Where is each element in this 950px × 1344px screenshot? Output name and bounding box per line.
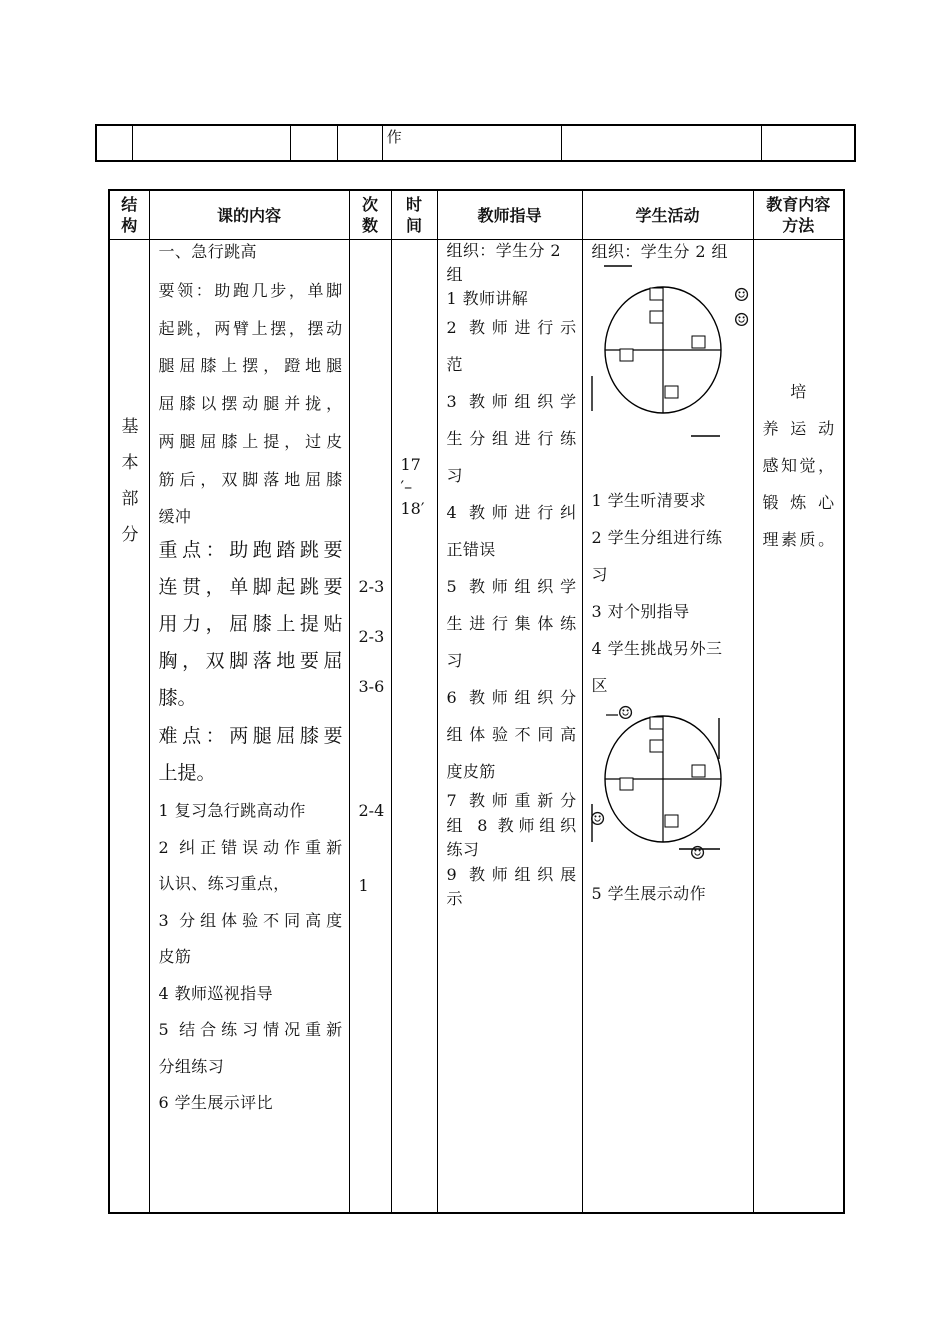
duration-value: 17 ′– 18′ [400, 455, 425, 518]
teacher-org: 组织：学生分 2 组 1 教师讲解 [446, 241, 561, 308]
student-activities: 1 学生听清要求 2 学生分组进行练 习 3 对个别指导 4 学生挑战另外三 区 [591, 491, 723, 695]
top-cell [761, 125, 855, 161]
top-cell-text: 作 [382, 125, 561, 161]
teacher-steps: 2 教师进行示 范 3 教师组织学 生分组进行练 习 4 教师进行纠 正错误 5 教师组织学 生进行集体练 习 6 教师组织分 组体验不同高 度皮筋 [446, 318, 577, 781]
top-cell [337, 125, 382, 161]
lesson-plan-table [108, 189, 845, 1214]
header-student: 学生活动 [582, 190, 753, 240]
header-method: 教育内容方法 [753, 190, 844, 240]
header-teacher: 教师指导 [437, 190, 582, 240]
smiley-icon: ☺ [589, 809, 606, 830]
times-value: 2-3 [358, 627, 385, 646]
top-cell [96, 125, 133, 161]
student-activity-5: 5 学生展示动作 [591, 884, 706, 903]
method-text: 培 养运动 感知觉， 锻炼心 理素质。 [762, 382, 835, 549]
top-cell [290, 125, 337, 161]
structure-label: 基 本 部 分 [121, 417, 139, 545]
method-cell [753, 240, 844, 1214]
field-diagram-2 [584, 696, 755, 876]
body-row [109, 240, 844, 1214]
times-value: 2-4 [358, 801, 385, 820]
content-title: 一、急行跳高 [158, 242, 257, 261]
practice-steps: 1 复习急行跳高动作 2 纠正错误动作重新 认识、练习重点， 3 分组体验不同高度 皮筋 4 教师巡视指导 5 结合练习情况重新 分组练习 6 学生展示评比 [158, 801, 343, 1112]
teacher-steps-end: 7 教师重新分 组 8 教师组织 练习 9 教师组织展 示 [446, 791, 577, 908]
top-cell [562, 125, 762, 161]
times-value: 3-6 [358, 677, 385, 696]
header-structure: 结构 [109, 190, 149, 240]
field-diagram-1 [584, 241, 755, 461]
smiley-icon: ☺ [617, 703, 634, 724]
times-value: 1 [358, 876, 369, 895]
structure-cell [109, 240, 149, 1214]
student-org: 组织：学生分 2 组 [591, 242, 728, 261]
duration-cell [391, 240, 437, 1214]
smiley-icon: ☺ [733, 310, 750, 331]
header-content: 课的内容 [149, 190, 349, 240]
times-value: 2-3 [358, 577, 385, 596]
difficulty-points: 难点：两腿屈膝要 上提。 [158, 725, 343, 784]
header-row [109, 190, 844, 240]
times-cell [349, 240, 391, 1214]
key-points: 要领：助跑几步，单脚 起跳，两臂上摆，摆动 腿屈膝上摆，蹬地腿 屈膝以摆动腿并拢， 两腿屈膝上提，过皮 筋后，双脚落地屈膝 缓冲 [158, 281, 343, 527]
header-duration: 时间 [391, 190, 437, 240]
focus-points: 重点：助跑踏跳要 连贯，单脚起跳要 用力，屈膝上提贴 胸，双脚落地要屈 膝。 [158, 539, 343, 709]
top-cell [133, 125, 290, 161]
student-cell [582, 240, 753, 1214]
header-times: 次数 [349, 190, 391, 240]
top-fragment-table [95, 124, 856, 162]
smiley-icon: ☺ [733, 285, 750, 306]
teacher-cell [437, 240, 582, 1214]
content-cell [149, 240, 349, 1214]
smiley-icon: ☺ [689, 843, 706, 864]
